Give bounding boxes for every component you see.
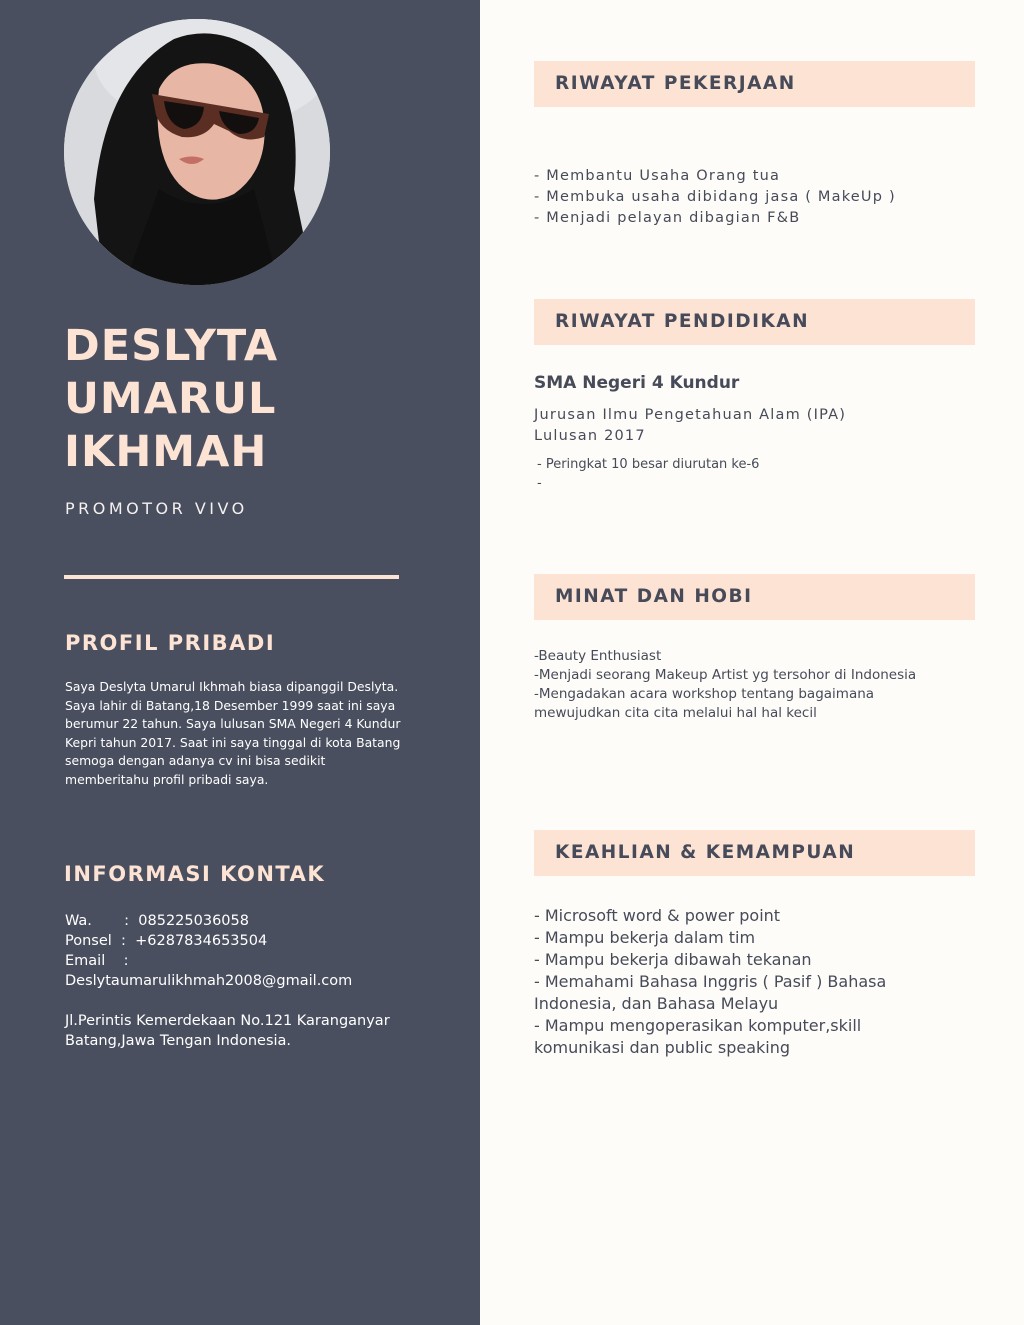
list-item: - Mampu mengoperasikan komputer,skill (534, 1016, 862, 1035)
work-heading: RIWAYAT PEKERJAAN (555, 73, 796, 94)
list-item: - Menjadi pelayan dibagian F&B (534, 210, 801, 226)
hobbies-list (534, 647, 916, 723)
achievement-list (537, 455, 759, 493)
list-item: komunikasi dan public speaking (534, 1038, 791, 1057)
list-item: - Membuka usaha dibidang jasa ( MakeUp ) (534, 189, 896, 205)
skills-list (534, 905, 886, 1059)
profile-text: Saya Deslyta Umarul Ikhmah biasa dipanggil Deslyta. Saya lahir di Batang,18 Desember 1999 saat ini saya berumur 22 tahun. Saya lulusan SMA Negeri 4 Kundur Kepri tahun 2017. Saat ini saya tinggal di kota Batang semoga dengan adanya cv ini bisa sedikit memberitahu profil pribadi saya. (65, 679, 401, 787)
list-item: - Peringkat 10 besar diurutan ke-6 (537, 457, 760, 472)
list-item: -Menjadi seorang Makeup Artist yg tersohor di Indonesia (534, 667, 917, 683)
contact-heading: INFORMASI KONTAK (64, 862, 326, 886)
list-item: - Memahami Bahasa Inggris ( Pasif ) Bahasa (534, 972, 887, 991)
list-item: - Membantu Usaha Orang tua (534, 168, 781, 184)
contact-phone: Ponsel : +6287834653504 (65, 933, 268, 949)
list-item: - Mampu bekerja dalam tim (534, 928, 756, 947)
contact-address-line-1: Jl.Perintis Kemerdekaan No.121 Karanganyar (65, 1013, 390, 1029)
work-heading-bar (534, 61, 975, 107)
contact-email-label: Email : (65, 953, 129, 969)
work-list (534, 166, 896, 229)
sidebar (0, 0, 480, 1325)
list-item: Indonesia, dan Bahasa Melayu (534, 994, 779, 1013)
list-item: -Beauty Enthusiast (534, 648, 662, 664)
contact-email[interactable]: Deslytaumarulikhmah2008@gmail.com (65, 973, 353, 989)
education-heading-bar (534, 299, 975, 345)
list-item: mewujudkan cita cita melalui hal hal kecil (534, 705, 817, 721)
profile-photo (64, 19, 330, 285)
school-name: SMA Negeri 4 Kundur (534, 373, 740, 393)
contact-address-line-2: Batang,Jawa Tengan Indonesia. (65, 1033, 292, 1049)
education-heading: RIWAYAT PENDIDIKAN (555, 311, 810, 332)
major: Jurusan Ilmu Pengetahuan Alam (IPA) (534, 407, 847, 423)
hobbies-heading-bar (534, 574, 975, 620)
hobbies-heading: MINAT DAN HOBI (555, 586, 753, 607)
name-line-3: IKHMAH (64, 427, 268, 477)
job-title: PROMOTOR VIVO (65, 499, 248, 518)
contact-info (65, 911, 465, 1051)
list-item: - Mampu bekerja dibawah tekanan (534, 950, 812, 969)
list-item: - (537, 476, 542, 491)
name-line-2: UMARUL (64, 374, 277, 424)
education-details (534, 405, 846, 447)
profile-heading: PROFIL PRIBADI (65, 631, 276, 655)
list-item: - Microsoft word & power point (534, 906, 781, 925)
divider (64, 575, 399, 579)
candidate-name (64, 320, 464, 479)
contact-wa: Wa. : 085225036058 (65, 913, 249, 929)
graduation-year: Lulusan 2017 (534, 428, 646, 444)
skills-heading: KEAHLIAN & KEMAMPUAN (555, 842, 856, 863)
skills-heading-bar (534, 830, 975, 876)
name-line-1: DESLYTA (64, 321, 279, 371)
list-item: -Mengadakan acara workshop tentang bagaimana (534, 686, 875, 702)
